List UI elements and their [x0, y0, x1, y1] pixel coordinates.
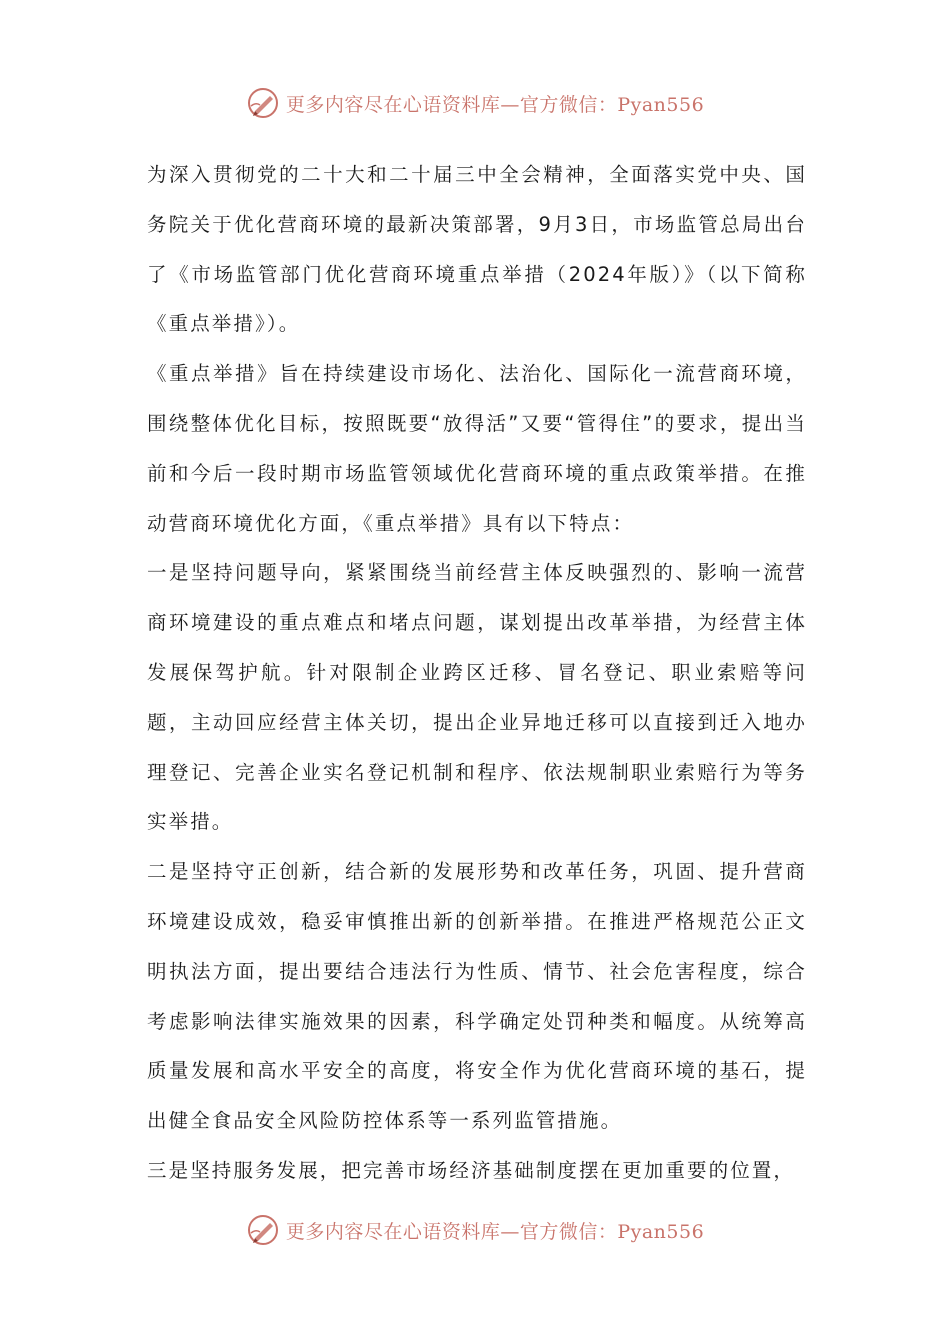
footer-watermark-text: 更多内容尽在心语资料库—官方微信：Pyan556 [285, 1220, 705, 1243]
pen-logo-icon [246, 1213, 280, 1247]
paragraph-point-three: 三是坚持服务发展，把完善市场经济基础制度摆在更加重要的位置， [147, 1158, 796, 1182]
pen-logo-icon [246, 86, 280, 120]
footer-watermark [0, 1210, 950, 1250]
paragraph-intro: 为深入贯彻党的二十大和二十届三中全会精神，全面落实党中央、国务院关于优化营商环境的最新决策部署，9月3日，市场监管总局出台了《市场监管部门优化营商环境重点举措（2024年版）》（以下简称《重点举措》）。 [147, 163, 807, 336]
header-watermark-text: 更多内容尽在心语资料库—官方微信：Pyan556 [285, 93, 705, 116]
paragraph-overview: 《重点举措》旨在持续建设市场化、法治化、国际化一流营商环境，围绕整体优化目标，按照既要“放得活”又要“管得住”的要求，提出当前和今后一段时期市场监管领域优化营商环境的重点政策举措。在推动营商环境优化方面，《重点举措》具有以下特点： [147, 362, 807, 535]
header-watermark [0, 83, 950, 123]
paragraph-point-two: 二是坚持守正创新，结合新的发展形势和改革任务，巩固、提升营商环境建设成效，稳妥审慎推出新的创新举措。在推进严格规范公正文明执法方面，提出要结合违法行为性质、情节、社会危害程度，综合考虑影响法律实施效果的因素，科学确定处罚种类和幅度。从统筹高质量发展和高水平安全的高度，将安全作为优化营商环境的基石，提出健全食品安全风险防控体系等一系列监管措施。 [147, 860, 807, 1133]
document-body [147, 150, 807, 1196]
paragraph-point-one: 一是坚持问题导向，紧紧围绕当前经营主体反映强烈的、影响一流营商环境建设的重点难点和堵点问题，谋划提出改革举措，为经营主体发展保驾护航。针对限制企业跨区迁移、冒名登记、职业索赔等问题，主动回应经营主体关切，提出企业异地迁移可以直接到迁入地办理登记、完善企业实名登记机制和程序、依法规制职业索赔行为等务实举措。 [147, 561, 807, 834]
